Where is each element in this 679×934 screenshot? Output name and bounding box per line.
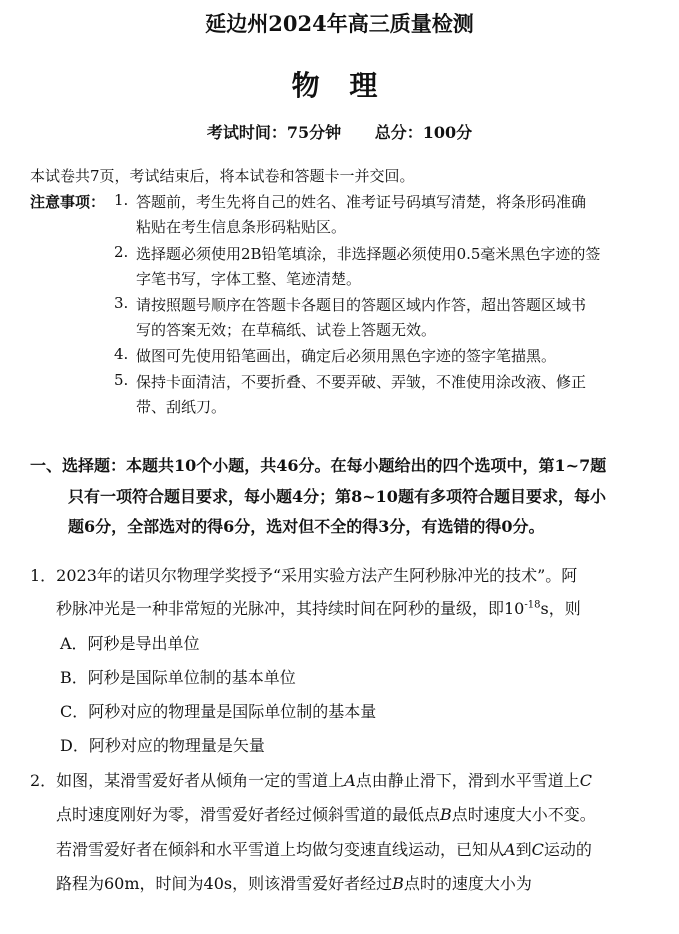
- note-5-number: 5.: [114, 371, 129, 389]
- note-1-number: 1.: [114, 191, 129, 209]
- q1-line-2: [56, 596, 581, 619]
- q2-point-a-2: A: [504, 840, 516, 859]
- q1-exponent: -18: [524, 599, 541, 611]
- q2-point-c-2: C: [531, 840, 544, 859]
- q1-option-d: D．阿秒对应的物理量是矢量: [60, 736, 265, 755]
- instructions-intro: 本试卷共7页，考试结束后，将本试卷和答题卡一并交回。: [30, 167, 415, 185]
- q2-line-2: [56, 802, 596, 825]
- q2-line-2-b: 点时速度大小不变。: [451, 805, 596, 824]
- note-3-number: 3.: [114, 294, 129, 312]
- exam-time: 考试时间：75分钟: [206, 123, 342, 142]
- q2-line-4-a: 路程为60m，时间为40s，则该滑雪爱好者经过: [56, 874, 393, 893]
- instructions-label: 注意事项：: [30, 193, 106, 211]
- q2-line-1: [30, 768, 592, 791]
- q2-line-4: [56, 871, 532, 894]
- q1-line-2-end: s，则: [540, 599, 581, 618]
- note-1-line-2: 粘贴在考生信息条形码粘贴区。: [136, 218, 347, 236]
- q2-point-b: B: [440, 805, 452, 824]
- q1-line-1: 1．2023年的诺贝尔物理学奖授予“采用实验方法产生阿秒脉冲光的技术”。阿: [30, 566, 578, 585]
- note-3-line-1: 请按照题号顺序在答题卡各题目的答题区域内作答，超出答题区域书: [136, 296, 587, 314]
- q1-option-c: C．阿秒对应的物理量是国际单位制的基本量: [60, 702, 377, 721]
- q2-line-4-b: 点时的速度大小为: [403, 874, 532, 893]
- q2-point-a: A: [344, 771, 356, 790]
- q2-line-3-c: 运动的: [543, 840, 592, 859]
- q1-option-a: A．阿秒是导出单位: [60, 634, 200, 653]
- section1-line-3: 题6分，全部选对的得6分，选对但不全的得3分，有选错的得0分。: [68, 517, 545, 536]
- note-1-line-1: 答题前，考生先将自己的姓名、准考证号码填写清楚，将条形码准确: [136, 193, 587, 211]
- exam-total: 总分：100分: [374, 123, 473, 142]
- q2-line-1-a: 2．如图，某滑雪爱好者从倾角一定的雪道上: [30, 771, 345, 790]
- note-3-line-2: 写的答案无效；在草稿纸、试卷上答题无效。: [136, 321, 437, 339]
- q2-line-2-a: 点时速度刚好为零，滑雪爱好者经过倾斜雪道的最低点: [56, 805, 441, 824]
- q2-point-b-2: B: [392, 874, 404, 893]
- subject-title: 物 理: [291, 69, 388, 102]
- exam-title: 延边州2024年高三质量检测: [205, 11, 474, 36]
- note-2-line-2: 字笔书写，字体工整、笔迹清楚。: [136, 270, 362, 288]
- note-5-line-2: 带、刮纸刀。: [136, 398, 227, 416]
- exam-info: [0, 120, 679, 143]
- q2-line-3-a: 若滑雪爱好者在倾斜和水平雪道上均做匀变速直线运动，已知从: [56, 840, 505, 859]
- section1-line-2: 只有一项符合题目要求，每小题4分；第8~10题有多项符合题目要求，每小: [68, 487, 606, 506]
- note-4-number: 4.: [114, 345, 129, 363]
- note-5-line-1: 保持卡面清洁，不要折叠、不要弄破、弄皱，不准使用涂改液、修正: [136, 373, 587, 391]
- q2-line-3: [56, 837, 592, 860]
- q2-point-c: C: [579, 771, 593, 790]
- note-2-number: 2.: [114, 243, 129, 261]
- q2-line-1-b: 点由静止滑下，滑到水平雪道上: [355, 771, 580, 790]
- note-2-line-1: 选择题必须使用2B铅笔填涂，非选择题必须使用0.5毫米黑色字迹的签: [136, 245, 601, 263]
- q1-option-b: B．阿秒是国际单位制的基本单位: [60, 668, 296, 687]
- note-4-line-1: 做图可先使用铅笔画出，确定后必须用黑色字迹的签字笔描黑。: [136, 347, 557, 365]
- section1-line-1: 一、选择题：本题共10个小题，共46分。在每小题给出的四个选项中，第1~7题: [30, 456, 607, 475]
- q1-line-2-text: 秒脉冲光是一种非常短的光脉冲，其持续时间在阿秒的量级，即10: [56, 599, 525, 618]
- q2-line-3-b: 到: [515, 840, 532, 859]
